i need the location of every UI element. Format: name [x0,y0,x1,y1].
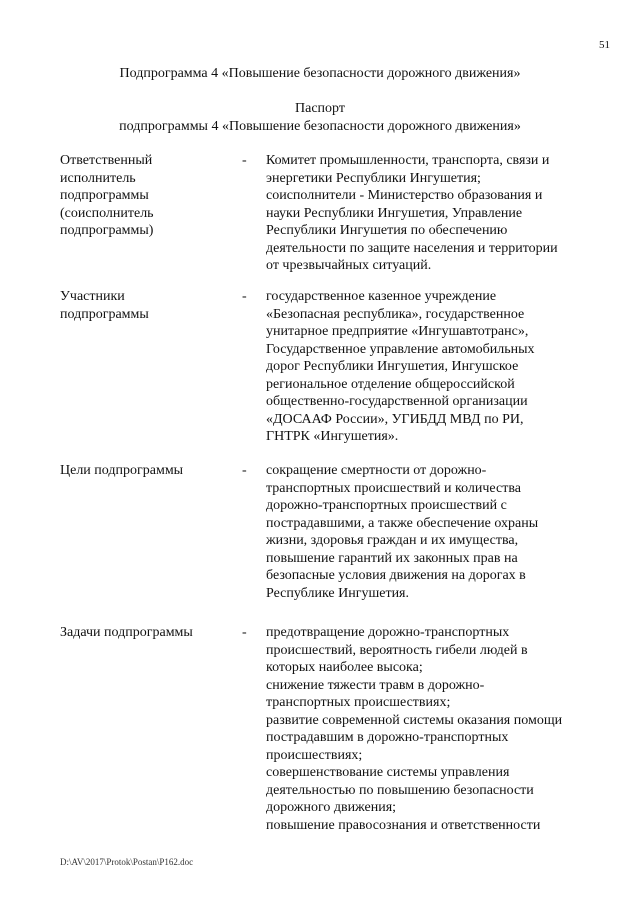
passport-subheading: подпрограммы 4 «Повышение безопасности дорожного движения» [119,118,521,134]
value-line: предотвращение дорожно-транспортных [266,625,510,640]
label-line: Ответственный [60,153,153,168]
row-dash: - [242,153,247,168]
row-label [60,152,220,240]
row-value [266,152,601,275]
row-label [60,462,220,480]
value-line: снижение тяжести травм в дорожно- [266,677,485,693]
label-line: Задачи подпрограммы [60,625,193,640]
value-line: Республике Ингушетия. [266,585,409,601]
value-line: сокращение смертности от дорожно- [266,463,487,478]
row-value [266,624,601,834]
row-label [60,288,220,323]
label-line: исполнитель [60,170,136,186]
value-line: унитарное предприятие «Ингушавтотранс», [266,324,529,339]
section-title: Подпрограмма 4 «Повышение безопасности дорожного движения» [119,66,521,81]
value-line: Комитет промышленности, транспорта, связи и [266,153,550,168]
value-line: от чрезвычайных ситуаций. [266,258,432,273]
value-line: происшествий, вероятность гибели людей в [266,642,528,658]
value-line: Республики Ингушетия по обеспечению [266,223,508,238]
value-line: безопасные условия движения на дорогах в [266,568,526,583]
passport-heading-block [0,100,640,135]
label-line: подпрограммы) [60,223,154,238]
value-line: деятельности по защите населения и территории [266,240,558,256]
value-line: транспортных происшествий и количества [266,480,521,496]
value-line: происшествиях; [266,747,363,763]
value-line: пострадавшими, а также обеспечение охраны [266,515,539,531]
row-value [266,462,601,602]
value-line: повышение гарантий их законных прав на [266,550,518,566]
value-line: деятельностью по повышению безопасности [266,782,534,798]
value-line: «Безопасная республика», государственное [266,306,525,322]
row-value [266,288,601,446]
value-line: науки Республики Ингушетия, Управление [266,205,523,221]
value-line: совершенствование системы управления [266,765,510,780]
row-label [60,624,220,642]
label-line: (соисполнитель [60,205,154,221]
passport-heading: Паспорт [295,101,345,116]
value-line: ГНТРК «Ингушетия». [266,429,399,444]
label-line: Цели подпрограммы [60,463,184,478]
value-line: энергетики Республики Ингушетия; [266,170,481,186]
value-line: дорожного движения; [266,800,397,815]
value-line: пострадавшим в дорожно-транспортных [266,730,509,745]
label-line: подпрограммы [60,188,149,203]
value-line: Государственное управление автомобильных [266,341,535,357]
value-line: общественно-государственной организации [266,394,528,409]
value-line: транспортных происшествиях; [266,695,451,710]
value-line: государственное казенное учреждение [266,289,497,304]
value-line: соисполнители - Министерство образования и [266,188,543,203]
value-line: которых наиболее высока; [266,660,423,675]
value-line: «ДОСААФ России», УГИБДД МВД по РИ, [266,411,524,427]
row-dash: - [242,463,247,478]
value-line: дорог Республики Ингушетия, Ингушское [266,359,519,374]
row-dash: - [242,289,247,304]
value-line: дорожно-транспортных происшествий с [266,498,507,513]
value-line: региональное отделение общероссийской [266,376,515,392]
label-line: Участники [60,289,125,304]
value-line: жизни, здоровья граждан и их имущества, [266,533,519,548]
value-line: повышение правосознания и ответственности [266,817,541,833]
label-line: подпрограммы [60,306,149,322]
page-number: 51 [599,39,610,51]
row-dash: - [242,625,247,640]
value-line: развитие современной системы оказания помощи [266,712,563,728]
file-path-footer: D:\AV\2017\Protok\Postan\P162.doc [60,857,194,867]
